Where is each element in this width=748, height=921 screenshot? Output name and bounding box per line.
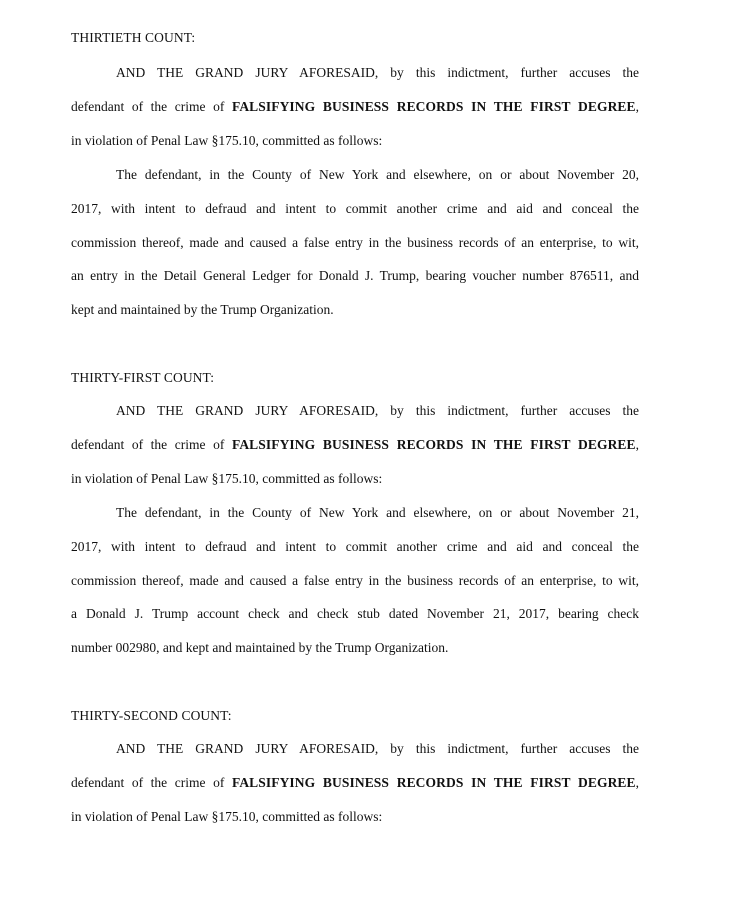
count-statute-line: in violation of Penal Law §175.10, committed as follows: — [71, 471, 383, 486]
count-body-line: 2017, with intent to defraud and intent to commit another crime and aid and conceal the — [71, 539, 639, 554]
count-intro-line: AND THE GRAND JURY AFORESAID, by this indictment, further accuses the — [116, 65, 639, 80]
count-heading: THIRTY-FIRST COUNT: — [71, 370, 215, 385]
count-charge-line — [71, 437, 639, 453]
count-statute-line: in violation of Penal Law §175.10, committed as follows: — [71, 133, 383, 148]
charge-name: FALSIFYING BUSINESS RECORDS IN THE FIRST DEGREE — [231, 437, 636, 452]
charge-prefix: defendant of the crime of — [71, 437, 225, 452]
count-heading: THIRTY-SECOND COUNT: — [71, 708, 232, 723]
count-heading: THIRTIETH COUNT: — [71, 30, 196, 45]
count-body-line: number 002980, and kept and maintained by the Trump Organization. — [71, 640, 449, 655]
count-charge-line — [71, 775, 639, 791]
count-body-line: commission thereof, made and caused a false entry in the business records of an enterprise, to wit, — [71, 235, 639, 250]
charge-prefix: defendant of the crime of — [71, 775, 225, 790]
charge-suffix: , — [635, 775, 640, 790]
charge-prefix: defendant of the crime of — [71, 99, 225, 114]
count-body-line: kept and maintained by the Trump Organization. — [71, 302, 334, 317]
count-intro-line: AND THE GRAND JURY AFORESAID, by this indictment, further accuses the — [116, 403, 639, 418]
charge-suffix: , — [635, 99, 640, 114]
count-body-line: a Donald J. Trump account check and check stub dated November 21, 2017, bearing check — [71, 606, 639, 621]
charge-suffix: , — [635, 437, 640, 452]
count-charge-line — [71, 99, 639, 115]
count-statute-line: in violation of Penal Law §175.10, committed as follows: — [71, 809, 383, 824]
count-body-line: 2017, with intent to defraud and intent to commit another crime and aid and conceal the — [71, 201, 639, 216]
charge-name: FALSIFYING BUSINESS RECORDS IN THE FIRST DEGREE — [231, 775, 636, 790]
charge-name: FALSIFYING BUSINESS RECORDS IN THE FIRST DEGREE — [231, 99, 636, 114]
count-body-line: The defendant, in the County of New York and elsewhere, on or about November 21, — [116, 505, 639, 520]
count-body-line: The defendant, in the County of New York and elsewhere, on or about November 20, — [116, 167, 639, 182]
count-intro-line: AND THE GRAND JURY AFORESAID, by this indictment, further accuses the — [116, 741, 639, 756]
count-body-line: an entry in the Detail General Ledger for Donald J. Trump, bearing voucher number 876511, and — [71, 268, 639, 283]
count-body-line: commission thereof, made and caused a false entry in the business records of an enterprise, to wit, — [71, 573, 639, 588]
